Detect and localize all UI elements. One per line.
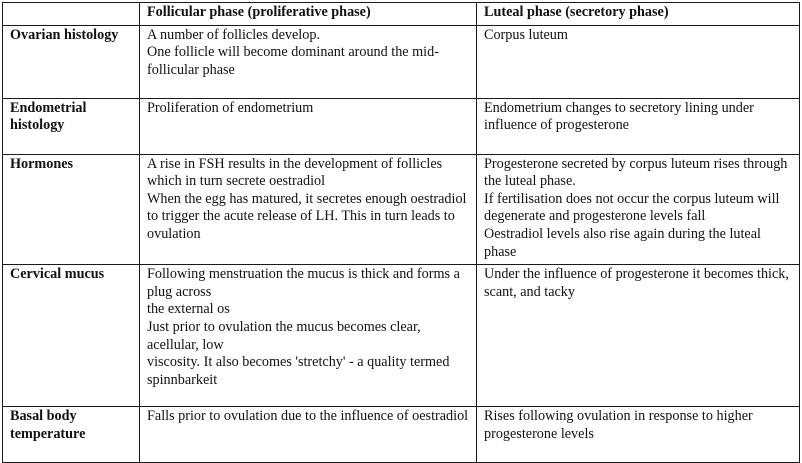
cell-text: Rises following ovulation in response to higher progesterone levels [484,408,753,442]
menstrual-cycle-table [2,2,800,463]
row-label-cervical-mucus: Cervical mucus [3,265,140,407]
follicular-cell [140,98,477,154]
cell-text: A number of follicles develop. [147,26,320,43]
cell-text: the external os [147,301,230,318]
luteal-cell [477,98,800,154]
table-row [3,98,800,154]
table-row [3,154,800,265]
cell-text: Falls prior to ovulation due to the influence of oestradiol [147,408,469,425]
follicular-cell [140,25,477,98]
row-label-hormones: Hormones [3,154,140,265]
luteal-cell [477,25,800,98]
cell-text: Just prior to ovulation the mucus becomes clear, acellular, low [147,318,421,353]
cell-text: A rise in FSH results in the development of follicles which in turn secrete oestradiol [147,155,443,190]
cell-text: Proliferation of endometrium [147,99,314,116]
header-luteal-phase: Luteal phase (secretory phase) [477,3,800,26]
luteal-cell [477,154,800,265]
cell-text: Endometrium changes to secretory lining under influence of progesterone [484,99,754,134]
cell-text: Under the influence of progesterone it becomes thick, scant, and tacky [484,266,789,300]
table-header-row [3,3,800,26]
cell-text: Following menstruation the mucus is thick and forms a plug across [147,266,460,300]
luteal-cell [477,265,800,407]
cell-text: Corpus luteum [484,26,568,43]
follicular-cell [140,265,477,407]
cell-text: Progesterone secreted by corpus luteum rises through the luteal phase. [484,155,788,190]
luteal-cell [477,407,800,463]
row-label-endometrial-histology: Endometrial histology [3,98,140,154]
header-blank-cell [3,3,140,26]
table-row [3,25,800,98]
row-label-ovarian-histology: Ovarian histology [3,25,140,98]
cell-text: One follicle will become dominant around the mid-follicular phase [147,44,439,78]
follicular-cell [140,154,477,265]
table-row [3,265,800,407]
cell-text: viscosity. It also becomes 'stretchy' - a quality termed spinnbarkeit [147,354,450,388]
follicular-cell [140,407,477,463]
cell-text: If fertilisation does not occur the corpus luteum will degenerate and progesterone levels fall [484,190,780,225]
header-follicular-phase: Follicular phase (proliferative phase) [140,3,477,26]
table-row [3,407,800,463]
cell-text: When the egg has matured, it secretes enough oestradiol to trigger the acute release of LH. This in turn leads to ovulation [147,190,467,242]
row-label-basal-body-temperature: Basal body temperature [3,407,140,463]
cell-text: Oestradiol levels also rise again during the luteal phase [484,225,761,260]
